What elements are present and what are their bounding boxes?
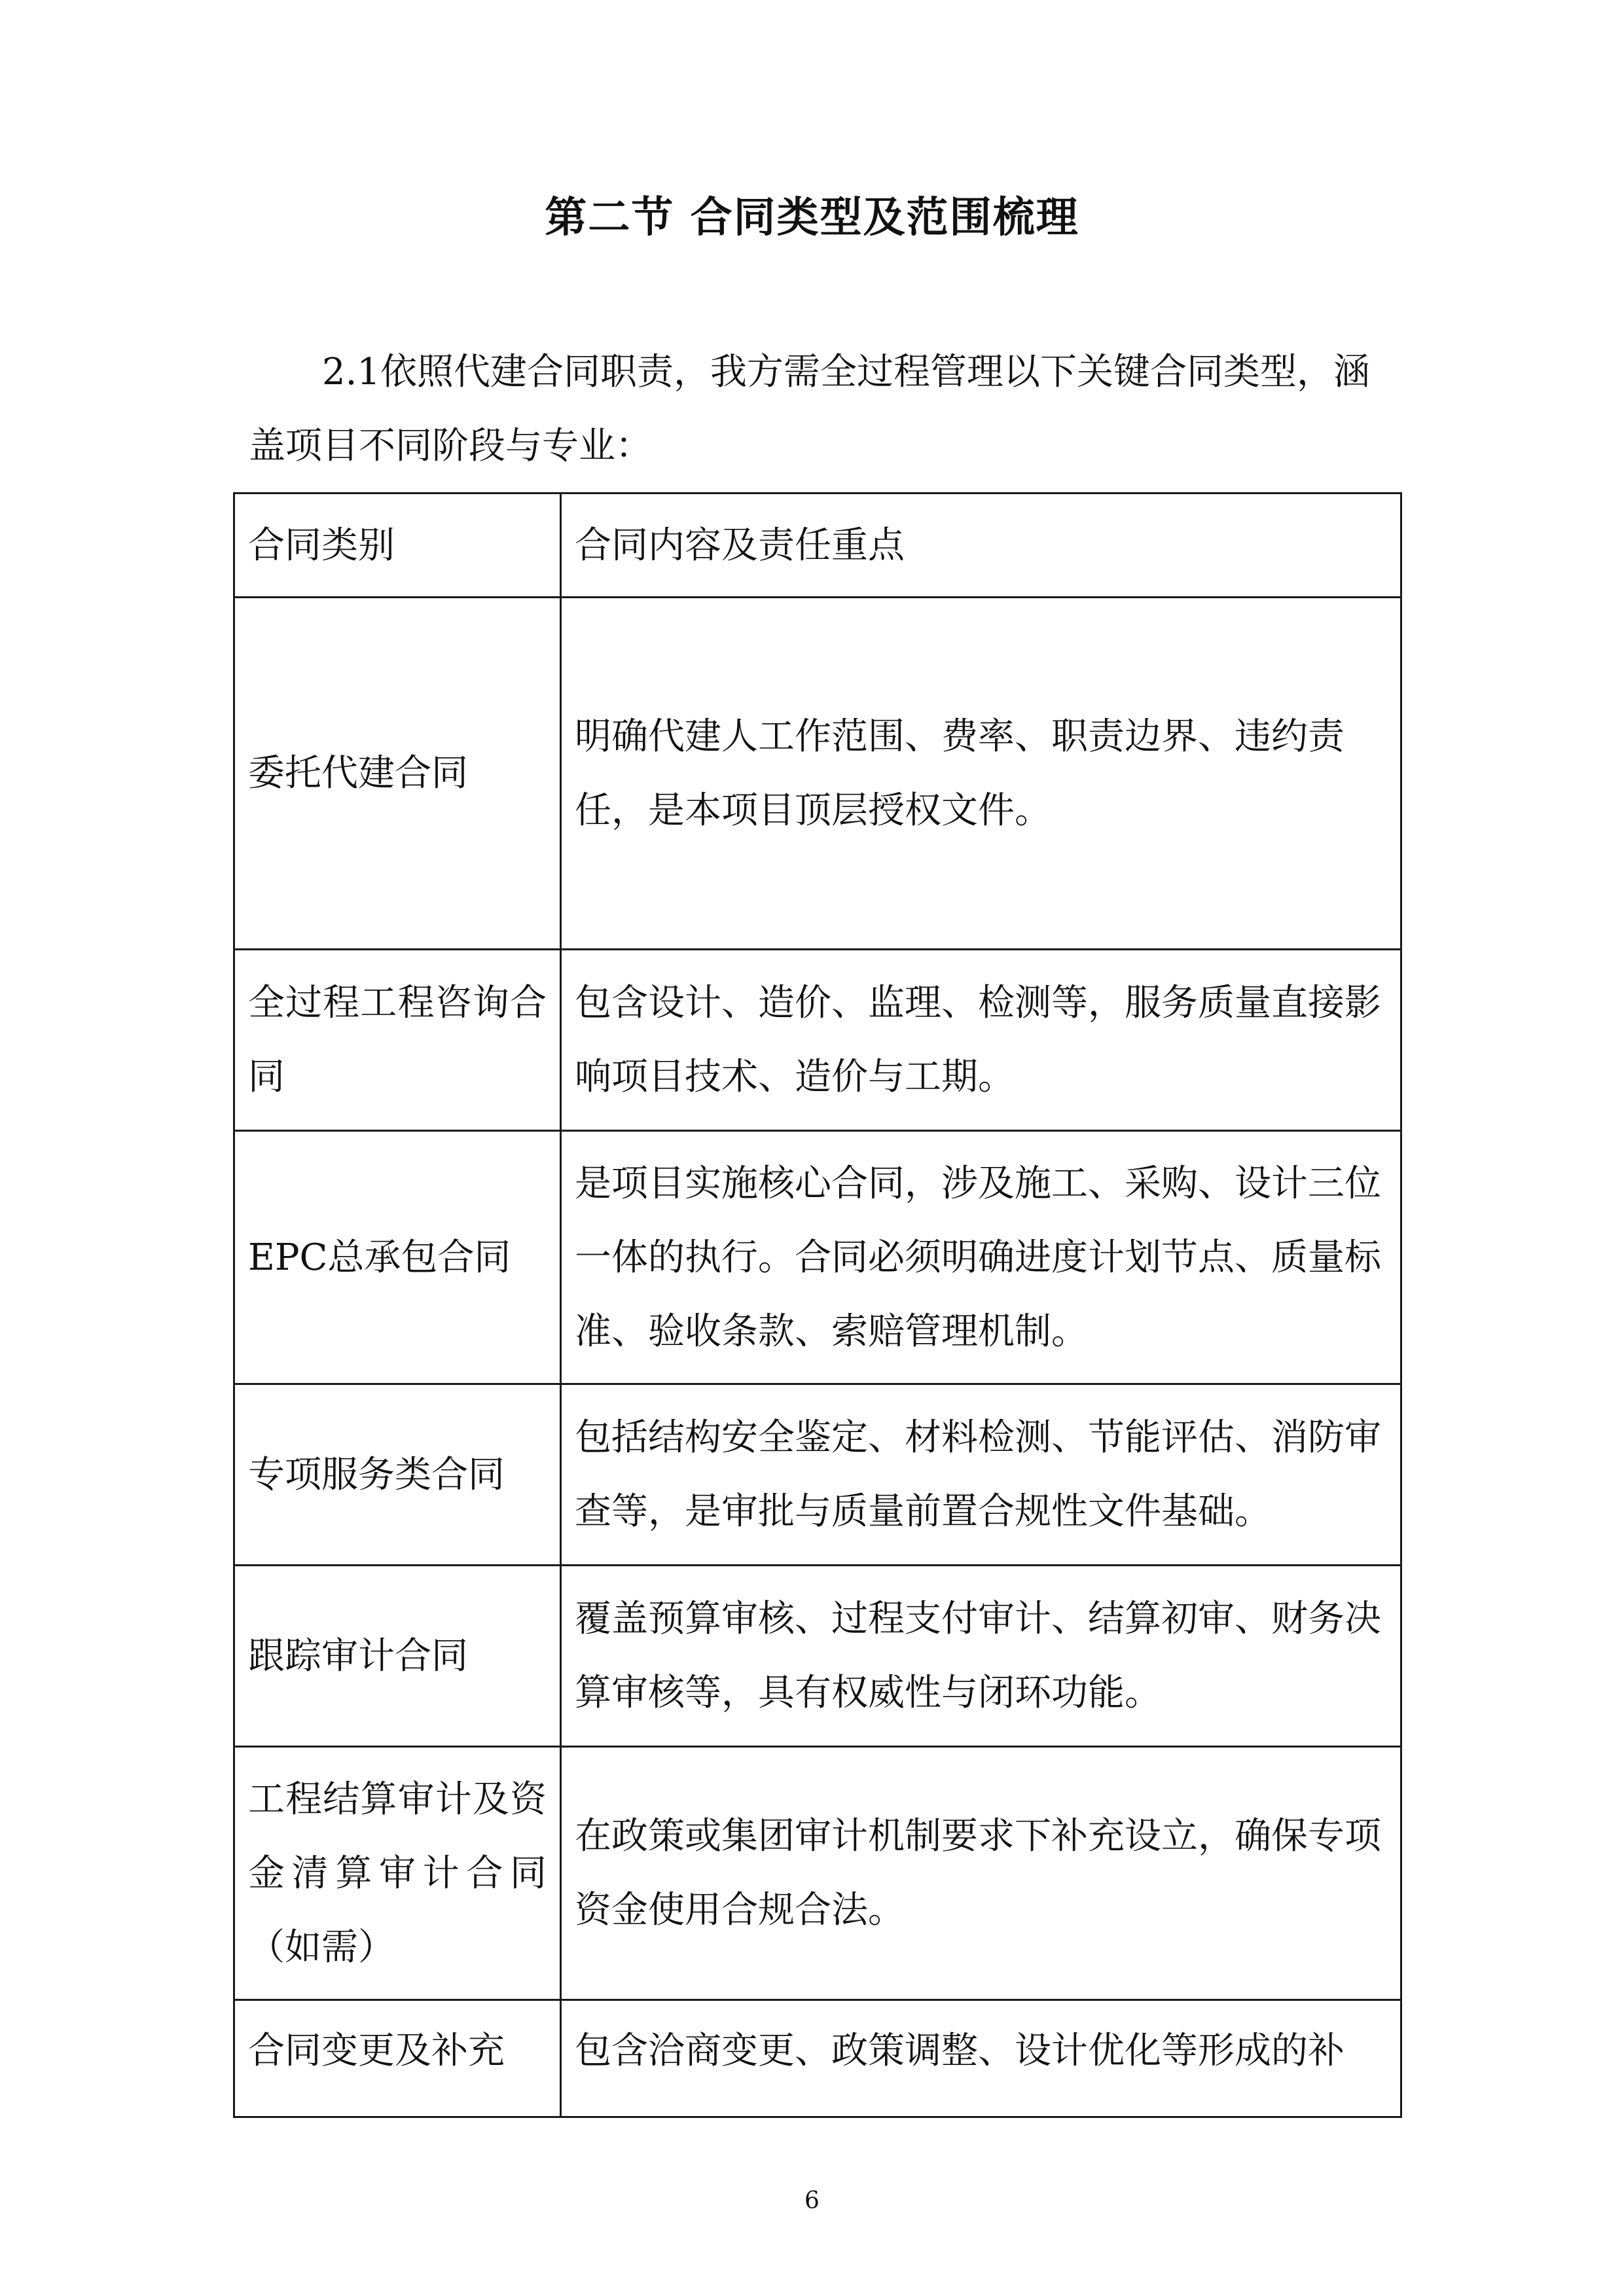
contract-category-cell: 专项服务类合同 — [234, 1384, 561, 1566]
contract-category-cell: 委托代建合同 — [234, 598, 561, 950]
contract-content-cell: 是项目实施核心合同，涉及施工、采购、设计三位一体的执行。合同必须明确进度计划节点、质量标准、验收条款、索赔管理机制。 — [561, 1131, 1401, 1384]
page-number: 6 — [804, 2187, 820, 2214]
contract-content-cell: 包括结构安全鉴定、材料检测、节能评估、消防审查等，是审批与质量前置合规性文件基础。 — [561, 1384, 1401, 1566]
header-contract-category: 合同类别 — [234, 493, 561, 598]
contract-content-cell: 覆盖预算审核、过程支付审计、结算初审、财务决算审核等，具有权威性与闭环功能。 — [561, 1566, 1401, 1747]
intro-paragraph: 2.1依照代建合同职责，我方需全过程管理以下关键合同类型，涵盖项目不同阶段与专业： — [249, 351, 1371, 467]
contract-content-cell: 包含设计、造价、监理、检测等，服务质量直接影响项目技术、造价与工期。 — [561, 950, 1401, 1131]
table-row — [234, 1566, 1401, 1747]
contract-content-cell: 明确代建人工作范围、费率、职责边界、违约责任，是本项目顶层授权文件。 — [561, 598, 1401, 950]
table-row — [234, 1747, 1401, 2000]
contract-category-cell: 跟踪审计合同 — [234, 1566, 561, 1747]
table-row — [234, 2000, 1401, 2117]
table-row — [234, 1131, 1401, 1384]
table-header-row — [234, 493, 1401, 598]
contract-category-cell: 工程结算审计及资金清算审计合同（如需） — [234, 1747, 561, 2000]
header-contract-content: 合同内容及责任重点 — [561, 493, 1401, 598]
table-row — [234, 1384, 1401, 1566]
section-title: 第二节 合同类型及范围梳理 — [545, 194, 1079, 242]
table-row — [234, 598, 1401, 950]
contract-content-cell: 在政策或集团审计机制要求下补充设立，确保专项资金使用合规合法。 — [561, 1747, 1401, 2000]
contract-types-table — [233, 492, 1402, 2118]
contract-content-cell: 包含洽商变更、政策调整、设计优化等形成的补 — [561, 2000, 1401, 2117]
contract-category-cell: 全过程工程咨询合同 — [234, 950, 561, 1131]
contract-category-cell: EPC总承包合同 — [234, 1131, 561, 1384]
table-row — [234, 950, 1401, 1131]
contract-category-cell: 合同变更及补充 — [234, 2000, 561, 2117]
